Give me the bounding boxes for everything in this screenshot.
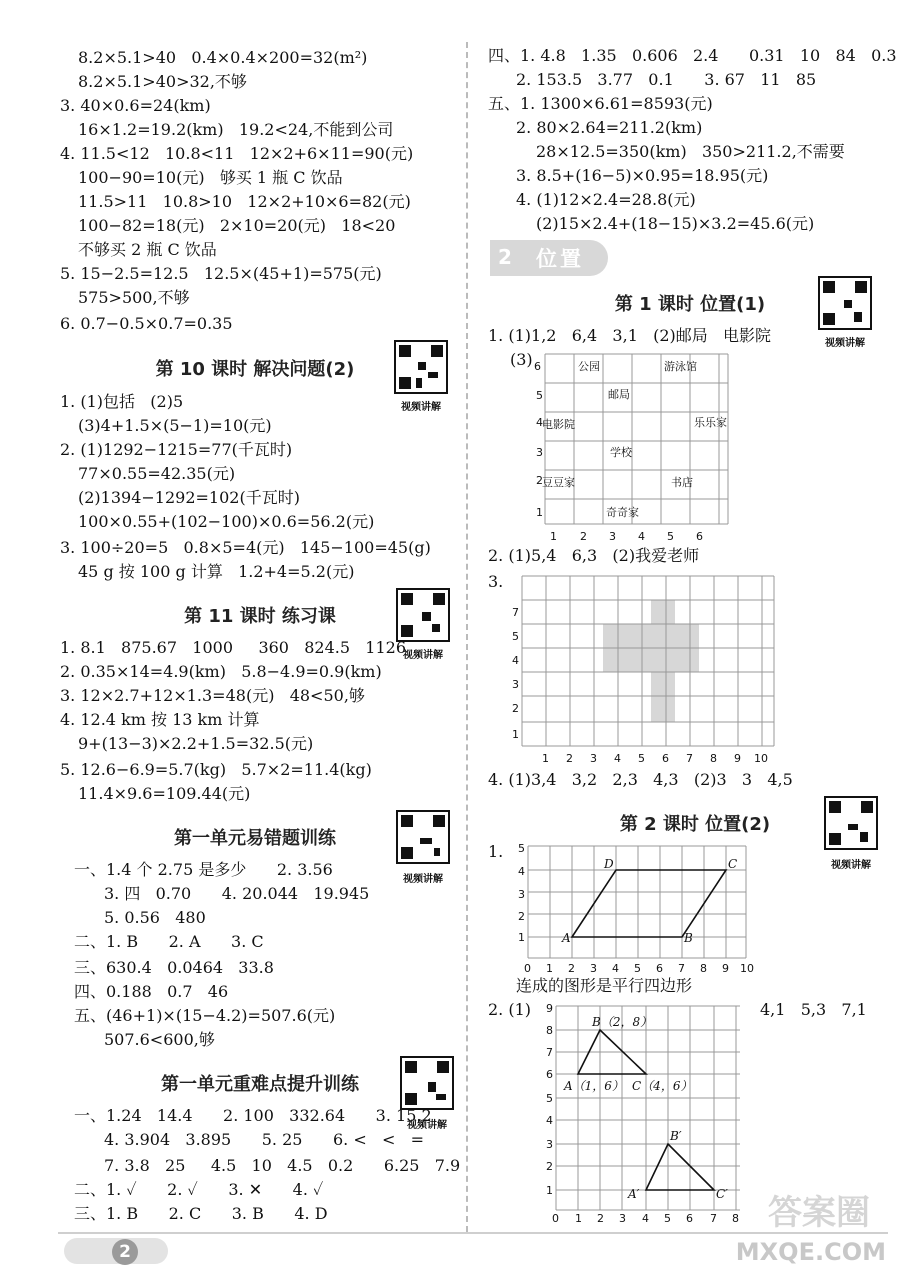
axis-tick: 6 (534, 360, 541, 373)
axis-tick: 10 (740, 962, 754, 975)
place-label: 公园 (578, 360, 600, 373)
text-line: 575>500,不够 (78, 288, 190, 307)
axis-tick: 8 (700, 962, 707, 975)
axis-tick: 6 (656, 962, 663, 975)
axis-tick: 6 (546, 1068, 553, 1081)
axis-tick: 2 (597, 1212, 604, 1225)
qr-code-icon[interactable] (396, 810, 450, 864)
triangle-grid (540, 1000, 750, 1226)
axis-tick: 2 (512, 702, 519, 715)
text-line: 4. (1)12×2.4=28.8(元) (516, 190, 696, 209)
qr-label: 视频讲解 (403, 650, 443, 661)
text-line: 四、0.188 0.7 46 (74, 982, 229, 1001)
text-line: 100×0.55+(102−100)×0.6=56.2(元) (78, 512, 375, 531)
axis-tick: 1 (518, 931, 525, 944)
axis-tick: 4 (536, 416, 543, 429)
text-line: 连成的图形是平行四边形 (516, 976, 693, 995)
axis-tick: 1 (546, 962, 553, 975)
place-label: 书店 (671, 476, 693, 489)
text-line: 2. 0.35×14=4.9(km) 5.8−4.9=0.9(km) (60, 662, 382, 681)
text-line: 五、1. 1300×6.61=8593(元) (488, 94, 713, 113)
text-line: 8.2×5.1>40>32,不够 (78, 72, 247, 91)
axis-tick: 1 (546, 1184, 553, 1197)
text-line: 二、1. B 2. A 3. C (74, 932, 264, 951)
qr-label: 视频讲解 (825, 338, 865, 349)
text-line: 二、1. ✓ 2. ✓ 3. ✕ 4. ✓ (74, 1180, 324, 1199)
point-label: C′ (716, 1187, 728, 1201)
axis-tick: 4 (612, 962, 619, 975)
axis-tick: 2 (546, 1160, 553, 1173)
axis-tick: 10 (754, 752, 768, 765)
text-line: 2. 80×2.64=211.2(km) (516, 118, 703, 137)
axis-tick: 1 (512, 728, 519, 741)
text-line: 一、1.4 个 2.75 是多少 2. 3.56 (74, 860, 333, 879)
text-line: 5. 15−2.5=12.5 12.5×(45+1)=575(元) (60, 264, 382, 283)
axis-tick: 5 (638, 752, 645, 765)
page-number: 2 (112, 1239, 138, 1265)
axis-tick: 4 (638, 530, 645, 543)
axis-tick: 8 (732, 1212, 739, 1225)
text-line: 77×0.55=42.35(元) (78, 464, 236, 483)
place-label: 豆豆家 (542, 476, 575, 489)
axis-tick: 8 (546, 1024, 553, 1037)
axis-tick: 0 (552, 1212, 559, 1225)
axis-tick: 6 (662, 752, 669, 765)
axis-tick: 3 (619, 1212, 626, 1225)
axis-tick: 5 (536, 389, 543, 402)
text-line: 5. 12.6−6.9=5.7(kg) 5.7×2=11.4(kg) (60, 760, 372, 779)
text-line: 100−90=10(元) 够买 1 瓶 C 饮品 (78, 168, 343, 187)
section-title-unit1-key: 第一单元重难点提升训练 (161, 1074, 359, 1095)
axis-tick: 7 (546, 1046, 553, 1059)
point-label: A (562, 931, 571, 945)
text-line: 1. (488, 842, 504, 861)
axis-tick: 4 (546, 1114, 553, 1127)
text-line: (3) (510, 350, 533, 369)
text-line: 1. (1)1,2 6,4 3,1 (2)邮局 电影院 (488, 326, 772, 345)
axis-tick: 7 (678, 962, 685, 975)
point-label: B (684, 931, 693, 945)
axis-tick: 2 (568, 962, 575, 975)
text-line: (3)4+1.5×(5−1)=10(元) (78, 416, 272, 435)
point-label: C（4，6） (632, 1079, 693, 1093)
axis-tick: 3 (536, 446, 543, 459)
axis-tick: 3 (609, 530, 616, 543)
qr-label: 视频讲解 (403, 874, 443, 885)
text-line: 1. 8.1 875.67 1000 360 824.5 1126 (60, 638, 407, 657)
axis-tick: 3 (518, 888, 525, 901)
axis-tick: 3 (590, 962, 597, 975)
text-line: 5. 0.56 480 (104, 908, 206, 927)
axis-tick: 0 (524, 962, 531, 975)
watermark-logo: 答案圈 (768, 1193, 870, 1233)
unit-title: 位置 (536, 247, 584, 271)
axis-tick: 9 (546, 1002, 553, 1015)
text-line: 三、1. B 2. C 3. B 4. D (74, 1204, 328, 1223)
axis-tick: 5 (634, 962, 641, 975)
text-line: 4,1 5,3 7,1 (760, 1000, 867, 1019)
text-line: 11.4×9.6=109.44(元) (78, 784, 251, 803)
axis-tick: 1 (542, 752, 549, 765)
axis-tick: 2 (580, 530, 587, 543)
qr-label: 视频讲解 (401, 402, 441, 413)
section-title-unit1-errors: 第一单元易错题训练 (174, 828, 336, 849)
axis-tick: 4 (642, 1212, 649, 1225)
place-label: 奇奇家 (606, 506, 639, 519)
watermark-url: MXQE.COM (735, 1238, 886, 1266)
qr-label: 视频讲解 (407, 1120, 447, 1131)
qr-code-icon[interactable] (818, 276, 872, 330)
axis-tick: 9 (734, 752, 741, 765)
text-line: 3. 100÷20=5 0.8×5=4(元) 145−100=45(g) (60, 538, 431, 557)
axis-tick: 1 (575, 1212, 582, 1225)
qr-code-icon[interactable] (396, 588, 450, 642)
text-line: 4. 11.5<12 10.8<11 12×2+6×11=90(元) (60, 144, 414, 163)
point-label: B（2，8） (592, 1015, 653, 1029)
text-line: 28×12.5=350(km) 350>211.2,不需要 (536, 142, 845, 161)
axis-tick: 3 (546, 1138, 553, 1151)
axis-tick: 4 (614, 752, 621, 765)
text-line: 7. 3.8 25 4.5 10 4.5 0.2 6.25 7.9 (104, 1156, 461, 1175)
text-line: 4. (1)3,4 3,2 2,3 4,3 (2)3 3 4,5 (488, 770, 793, 789)
parallelogram-grid (506, 842, 766, 978)
axis-tick: 3 (590, 752, 597, 765)
axis-tick: 5 (667, 530, 674, 543)
column-divider (466, 42, 468, 1232)
axis-tick: 6 (696, 530, 703, 543)
section-title-position1: 第 1 课时 位置(1) (614, 294, 766, 315)
text-line: 9+(13−3)×2.2+1.5=32.5(元) (78, 734, 314, 753)
axis-tick: 2 (518, 910, 525, 923)
place-label: 电影院 (542, 418, 575, 431)
text-line: 不够买 2 瓶 C 饮品 (78, 240, 217, 259)
text-line: (2)1394−1292=102(千瓦时) (78, 488, 300, 507)
text-line: 3. 8.5+(16−5)×0.95=18.95(元) (516, 166, 769, 185)
section-title-lesson11: 第 11 课时 练习课 (184, 606, 336, 627)
axis-tick: 7 (710, 1212, 717, 1225)
text-line: 2. (1)5,4 6,3 (2)我爱老师 (488, 546, 700, 565)
axis-tick: 5 (664, 1212, 671, 1225)
section-title-lesson10: 第 10 课时 解决问题(2) (155, 359, 355, 380)
text-line: 16×1.2=19.2(km) 19.2<24,不能到公司 (78, 120, 394, 139)
point-label: D (604, 857, 614, 871)
place-map-grid (528, 346, 738, 546)
axis-tick: 5 (512, 630, 519, 643)
text-line: (2)15×2.4+(18−15)×3.2=45.6(元) (536, 214, 815, 233)
point-label: B′ (670, 1129, 682, 1143)
text-line: 3. 40×0.6=24(km) (60, 96, 211, 115)
text-line: 3. 12×2.7+12×1.3=48(元) 48<50,够 (60, 686, 365, 705)
axis-tick: 3 (512, 678, 519, 691)
text-line: 3. (488, 572, 504, 591)
place-label: 邮局 (608, 388, 630, 401)
place-label: 学校 (610, 446, 632, 459)
section-title-position2: 第 2 课时 位置(2) (619, 814, 771, 835)
axis-tick: 7 (686, 752, 693, 765)
axis-tick: 4 (518, 865, 525, 878)
place-label: 游泳馆 (664, 360, 697, 373)
text-line: 507.6<600,够 (104, 1030, 215, 1049)
text-line: 三、630.4 0.0464 33.8 (74, 958, 274, 977)
place-label: 乐乐家 (694, 416, 727, 429)
footer-rule (58, 1232, 888, 1234)
text-line: 4. 12.4 km 按 13 km 计算 (60, 710, 260, 729)
axis-tick: 5 (518, 842, 525, 855)
text-line: 8.2×5.1>40 0.4×0.4×200=32(m²) (78, 48, 368, 67)
unit-number: 2 (498, 245, 512, 269)
text-line: 6. 0.7−0.5×0.7=0.35 (60, 314, 233, 333)
qr-label: 视频讲解 (831, 860, 871, 871)
qr-code-icon[interactable] (824, 796, 878, 850)
point-label: A′ (628, 1187, 640, 1201)
point-label: C (728, 857, 738, 871)
axis-tick: 4 (512, 654, 519, 667)
text-line: 45 g 按 100 g 计算 1.2+4=5.2(元) (78, 562, 355, 581)
text-line: 100−82=18(元) 2×10=20(元) 18<20 (78, 216, 396, 235)
axis-tick: 7 (512, 606, 519, 619)
text-line: 四、1. 4.8 1.35 0.606 2.4 0.31 10 84 0.3 (488, 46, 897, 65)
text-line: 1. (1)包括 (2)5 (60, 392, 184, 411)
point-label: A（1，6） (564, 1079, 624, 1093)
qr-code-icon[interactable] (394, 340, 448, 394)
text-line: 4. 3.904 3.895 5. 25 6. < < = (104, 1130, 425, 1149)
text-line: 2. 153.5 3.77 0.1 3. 67 11 85 (516, 70, 817, 89)
axis-tick: 9 (722, 962, 729, 975)
text-line: 2. (1)1292−1215=77(千瓦时) (60, 440, 293, 459)
axis-tick: 1 (536, 506, 543, 519)
axis-tick: 5 (546, 1092, 553, 1105)
axis-tick: 1 (550, 530, 557, 543)
axis-tick: 6 (686, 1212, 693, 1225)
text-line: 3. 四 0.70 4. 20.044 19.945 (104, 884, 370, 903)
axis-tick: 8 (710, 752, 717, 765)
axis-tick: 2 (536, 474, 543, 487)
axis-tick: 2 (566, 752, 573, 765)
text-line: 2. (1) (488, 1000, 532, 1019)
shape-grid (508, 574, 778, 768)
qr-code-icon[interactable] (400, 1056, 454, 1110)
text-line: 五、(46+1)×(15−4.2)=507.6(元) (74, 1006, 336, 1025)
text-line: 11.5>11 10.8>10 12×2+10×6=82(元) (78, 192, 411, 211)
text-line: 一、1.24 14.4 2. 100 332.64 3. 15.2 (74, 1106, 432, 1125)
